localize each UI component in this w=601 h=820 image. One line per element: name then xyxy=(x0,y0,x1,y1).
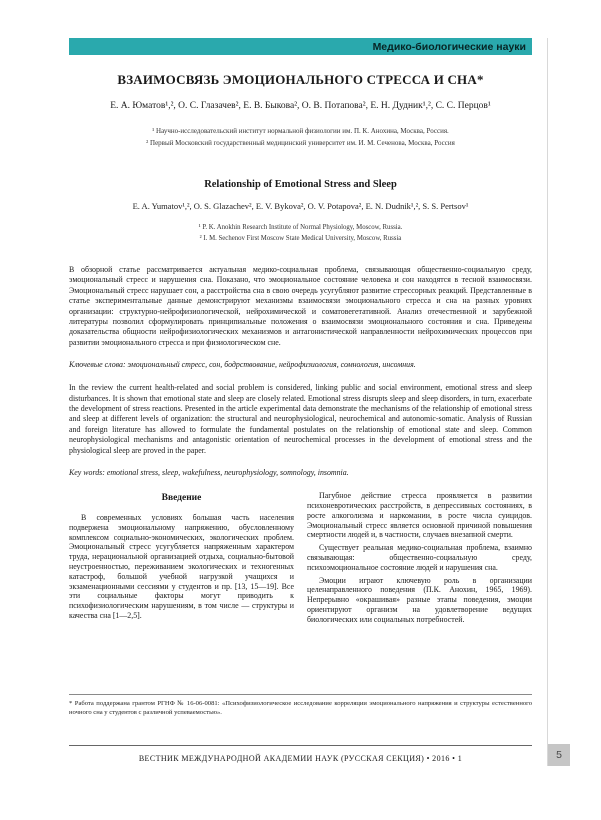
section-label: Медико-биологические науки xyxy=(372,40,526,53)
body-columns xyxy=(69,491,532,627)
abstract-ru: В обзорной статье рассматривается актуальная медико-социальная проблема, связывающая общественно-социальную среду, эмоциональный стресс и нарушения сна. Показано, что эмоциональное состояние человека и сон находятся в тесной взаимосвязи. Эмоциональный стресс нарушает сон, а расстройства сна в свою очередь усугубляют развитие стрессорных реакций. Представленные в статье экспериментальные данные демонстрируют механизмы взаимосвязи эмоционального стресса и сна на разных уровнях организации: структурно-нейрофизиологической, нейрохимической и соматовегетативной. Анализ отечественной и зарубежной литературы позволил сформулировать принципиальные положения о взаимосвязи эмоционального состояния и сна. Приведены доказательства общности нейрофизиологических механизмов и антагонистической направленности нейрохимических процессов при развитии эмоционального стресса и при физиологическом сне. xyxy=(69,264,532,347)
grant-footnote: * Работа поддержана грантом РГНФ № 16-06-0081: «Психофизиологическое исследование корреляции эмоционального напряжения и структуры естественного ночного сна у студентов с различной успеваемостью». xyxy=(69,694,532,717)
keywords-en: Key words: emotional stress, sleep, wakefulness, neurophysiology, somnology, insomnia. xyxy=(69,468,349,478)
section-header-bar xyxy=(69,38,532,55)
affiliations-en xyxy=(69,223,532,245)
affiliation-ru-1: ¹ Научно-исследовательский институт нормальной физиологии им. П. К. Анохина, Москва, Россия. xyxy=(152,127,449,135)
body-paragraph: Существует реальная медико-социальная проблема, взаимно связывающая: общественно-социальную среду, психоэмоциональное состояние людей и нарушения сна. xyxy=(307,543,532,572)
body-paragraph: В современных условиях большая часть населения подвержена эмоциональному напряжению, обусловленному комплексом социально-экономических, экологических проблем. Эмоциональный стресс усугубляется напряженным характером труда, нерациональной организацией отдыха, социально-бытовой неустроенностью, переживанием экологических и техногенных катастроф, большой учебной нагрузкой учащихся и экзаменационными сессиями у студентов и пр. [13, 15—19]. Все эти социальные факторы могут приводить к психофизиологическим нарушениям, в том числе — структуры и качества сна [1—2,5]. xyxy=(69,512,294,620)
authors-ru: Е. А. Юматов¹,², О. С. Глазачев², Е. В. Быкова², О. В. Потапова², Е. Н. Дудник¹,², С. С. Перцов¹ xyxy=(110,101,491,111)
article-title-ru: ВЗАИМОСВЯЗЬ ЭМОЦИОНАЛЬНОГО СТРЕССА И СНА* xyxy=(117,72,484,87)
affiliation-ru-2: ² Первый Московский государственный медицинский университет им. И. М. Сеченова, Москва, Россия xyxy=(146,138,455,147)
body-paragraph: Эмоции играют ключевую роль в организации целенаправленного поведения (П.К. Анохин, 1965, 1969). Непрерывно «окрашивая» разные этапы поведения, эмоции ориентируют организм на удовлетворение ведущих биологических или социальных потребностей. xyxy=(307,575,532,624)
right-margin-rule xyxy=(547,38,548,766)
keywords-ru: Ключевые слова: эмоциональный стресс, сон, бодрствование, нейрофизиология, сомнология, инсомния. xyxy=(69,360,416,370)
body-paragraph: Пагубное действие стресса проявляется в развитии психоневротических расстройств, в депрессивных состояниях, в росте алкоголизма и наркомании, в росте числа суицидов. Эмоциональный стресс является основной причиной повышения смертности людей и, в частности, случаев внезапной смерти. xyxy=(307,491,532,540)
right-column xyxy=(307,491,532,627)
left-column xyxy=(69,491,294,627)
abstract-en: In the review the current health-related and social problem is considered, linking public and social environment, emotional stress and sleep disturbances. It is shown that emotional state and sleep are closely related. Emotional stress disrupts sleep and sleep disorders, in turn, exacerbate the development of stress reactions. Presented in the article experimental data demonstrate the mechanisms of the relationship of emotional stress and sleep at different levels of organization: the structural and neurophysiological, neurochemical and autonomic-somatic. Analysis of Russian and foreign literature has allowed to formulate the fundamental postulates on the relationship of emotional state and sleep. Common neurophysiological mechanisms and antagonistic orientation of neurochemical processes in the development of emotional stress and the physiological sleep are proved in the paper. xyxy=(69,383,532,455)
authors-en: E. A. Yumatov¹,², O. S. Glazachev², E. V. Bykova², O. V. Potapova², E. N. Dudnik¹,², S. S. Pertsov¹ xyxy=(132,201,469,212)
affiliations-ru xyxy=(69,126,532,149)
affiliation-en-1: ¹ P. K. Anokhin Research Institute of Normal Physiology, Moscow, Russia. xyxy=(198,224,403,232)
section-heading-introduction: Введение xyxy=(161,493,202,504)
journal-footer: ВЕСТНИК МЕЖДУНАРОДНОЙ АКАДЕМИИ НАУК (РУССКАЯ СЕКЦИЯ) • 2016 • 1 xyxy=(69,745,532,763)
affiliation-en-2: ² I. M. Sechenov First Moscow State Medical University, Moscow, Russia xyxy=(199,234,402,242)
article-title-en: Relationship of Emotional Stress and Sleep xyxy=(204,179,397,191)
page-content xyxy=(69,0,532,628)
page-number-badge: 5 xyxy=(548,744,570,766)
